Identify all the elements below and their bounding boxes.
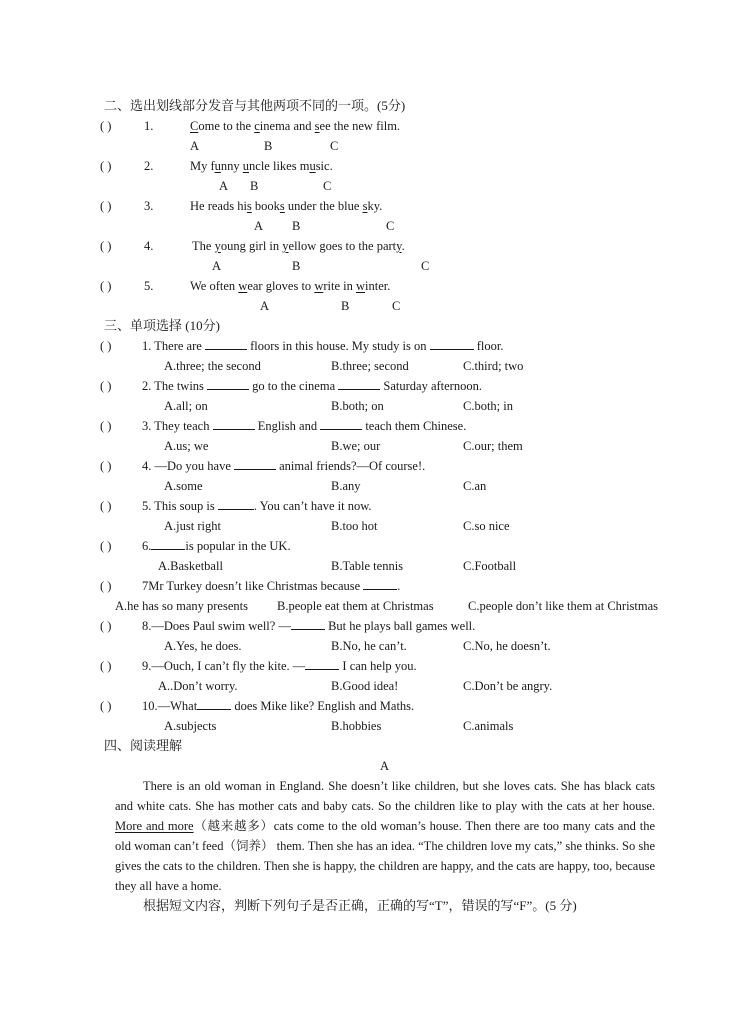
answer-paren: ( )	[100, 539, 112, 553]
choice-a: A.Yes, he does.	[164, 639, 242, 653]
question-stem: 7Mr Turkey doesn’t like Christmas because .	[142, 579, 401, 593]
answer-blank[interactable]	[320, 418, 362, 430]
choice-b: B.three; second	[331, 359, 409, 373]
choice-c: C.so nice	[463, 519, 510, 533]
answer-blank[interactable]	[291, 618, 325, 630]
answer-blank[interactable]	[218, 498, 254, 510]
option-label: C	[330, 139, 339, 153]
question-stem: 1. There are floors in this house. My study is on floor.	[142, 339, 504, 353]
section3-title: 三、单项选择 (10分)	[104, 318, 220, 333]
choice-a: A.three; the second	[164, 359, 261, 373]
answer-paren: ( )	[100, 159, 112, 173]
answer-paren: ( )	[100, 419, 112, 433]
option-label: A	[260, 299, 270, 313]
option-label: C	[421, 259, 430, 273]
choice-c: C.Don’t be angry.	[463, 679, 553, 693]
answer-blank[interactable]	[338, 378, 380, 390]
choice-b: B.Good idea!	[331, 679, 399, 693]
choice-c: C.animals	[463, 719, 514, 733]
question-stem: 6. is popular in the UK.	[142, 539, 291, 553]
item-number: 1.	[144, 119, 154, 133]
choice-a: A.us; we	[164, 439, 209, 453]
answer-blank[interactable]	[197, 698, 231, 710]
question-stem: 5. This soup is . You can’t have it now.	[142, 499, 372, 513]
choice-a: A.some	[164, 479, 203, 493]
answer-blank[interactable]	[151, 538, 185, 550]
option-label: B	[250, 179, 259, 193]
answer-paren: ( )	[100, 379, 112, 393]
phonics-sentence: Come to the cinema and see the new film.	[190, 119, 401, 133]
answer-blank[interactable]	[213, 418, 255, 430]
section4-title: 四、阅读理解	[104, 738, 183, 753]
phonics-sentence: He reads his books under the blue sky.	[190, 199, 383, 213]
option-label: A	[212, 259, 222, 273]
answer-paren: ( )	[100, 579, 112, 593]
choice-a: A.all; on	[164, 399, 208, 413]
answer-paren: ( )	[100, 119, 112, 133]
choice-b: B.No, he can’t.	[331, 639, 407, 653]
option-label: B	[292, 259, 301, 273]
answer-paren: ( )	[100, 239, 112, 253]
answer-paren: ( )	[100, 459, 112, 473]
choice-c: C.third; two	[463, 359, 524, 373]
choice-c: C.Football	[463, 559, 517, 573]
choice-b: B.hobbies	[331, 719, 382, 733]
answer-paren: ( )	[100, 279, 112, 293]
question-stem: 10.—What does Mike like? English and Maths.	[142, 699, 415, 713]
option-label: B	[341, 299, 350, 313]
reading-passage: There is an old woman in England. She doesn’t like children, but she loves cats. She has black cats and white cats. She has mother cats and baby cats. So the children like to play with the cats at her house. More and more（越来越多）cats come to the old woman’s house. Then there are too many cats and the old woman can’t feed（饲养） them. Then she has an idea. “The children love my cats,” she thinks. So she gives the cats to the children. Then she is happy, the children are happy, and the cats are happy, too, because they all have a home.	[115, 779, 655, 893]
answer-paren: ( )	[100, 339, 112, 353]
option-label: C	[386, 219, 395, 233]
answer-paren: ( )	[100, 699, 112, 713]
answer-blank[interactable]	[305, 658, 339, 670]
phonics-sentence: We often wear gloves to write in winter.	[190, 279, 391, 293]
choice-b: B.too hot	[331, 519, 378, 533]
item-number: 5.	[144, 279, 154, 293]
reading-instruction: 根据短文内容，判断下列句子是否正确，正确的写“T”，错误的写“F”。(5 分)	[143, 898, 577, 913]
answer-blank[interactable]	[207, 378, 249, 390]
phonics-sentence: The young girl in yellow goes to the party.	[192, 239, 405, 253]
item-number: 4.	[144, 239, 154, 253]
item-number: 2.	[144, 159, 154, 173]
answer-paren: ( )	[100, 659, 112, 673]
choice-b: B.Table tennis	[331, 559, 404, 573]
answer-blank[interactable]	[205, 338, 247, 350]
answer-paren: ( )	[100, 499, 112, 513]
question-stem: 2. The twins go to the cinema Saturday afternoon.	[142, 379, 482, 393]
answer-paren: ( )	[100, 199, 112, 213]
option-label: A	[254, 219, 264, 233]
answer-paren: ( )	[100, 619, 112, 633]
option-label: C	[323, 179, 332, 193]
choice-c: C.our; them	[463, 439, 523, 453]
answer-blank[interactable]	[234, 458, 276, 470]
choice-c: C.people don’t like them at Christmas	[468, 599, 659, 613]
option-label: B	[264, 139, 273, 153]
option-label: B	[292, 219, 301, 233]
choice-a: A.subjects	[164, 719, 217, 733]
question-stem: 3. They teach English and teach them Chinese.	[142, 419, 467, 433]
item-number: 3.	[144, 199, 154, 213]
answer-blank[interactable]	[363, 578, 397, 590]
choice-b: B.people eat them at Christmas	[277, 599, 434, 613]
choice-a: A.just right	[164, 519, 221, 533]
choice-b: B.we; our	[331, 439, 381, 453]
choice-c: C.both; in	[463, 399, 514, 413]
phonics-sentence: My funny uncle likes music.	[190, 159, 333, 173]
choice-b: B.both; on	[331, 399, 384, 413]
choice-a: A..Don’t worry.	[158, 679, 238, 693]
question-stem: 9.—Ouch, I can’t fly the kite. — I can help you.	[142, 659, 417, 673]
option-label: A	[190, 139, 200, 153]
option-label: A	[219, 179, 229, 193]
choice-a: A.Basketball	[158, 559, 223, 573]
passage-label: A	[380, 759, 390, 773]
choice-c: C.an	[463, 479, 487, 493]
section2-title: 二、选出划线部分发音与其他两项不同的一项。(5分)	[104, 98, 406, 113]
choice-a: A.he has so many presents	[115, 599, 248, 613]
choice-b: B.any	[331, 479, 361, 493]
option-label: C	[392, 299, 401, 313]
choice-c: C.No, he doesn’t.	[463, 639, 551, 653]
answer-blank[interactable]	[430, 338, 474, 350]
question-stem: 8.—Does Paul swim well? — But he plays ball games well.	[142, 619, 476, 633]
question-stem: 4. —Do you have animal friends?—Of course!.	[142, 459, 426, 473]
